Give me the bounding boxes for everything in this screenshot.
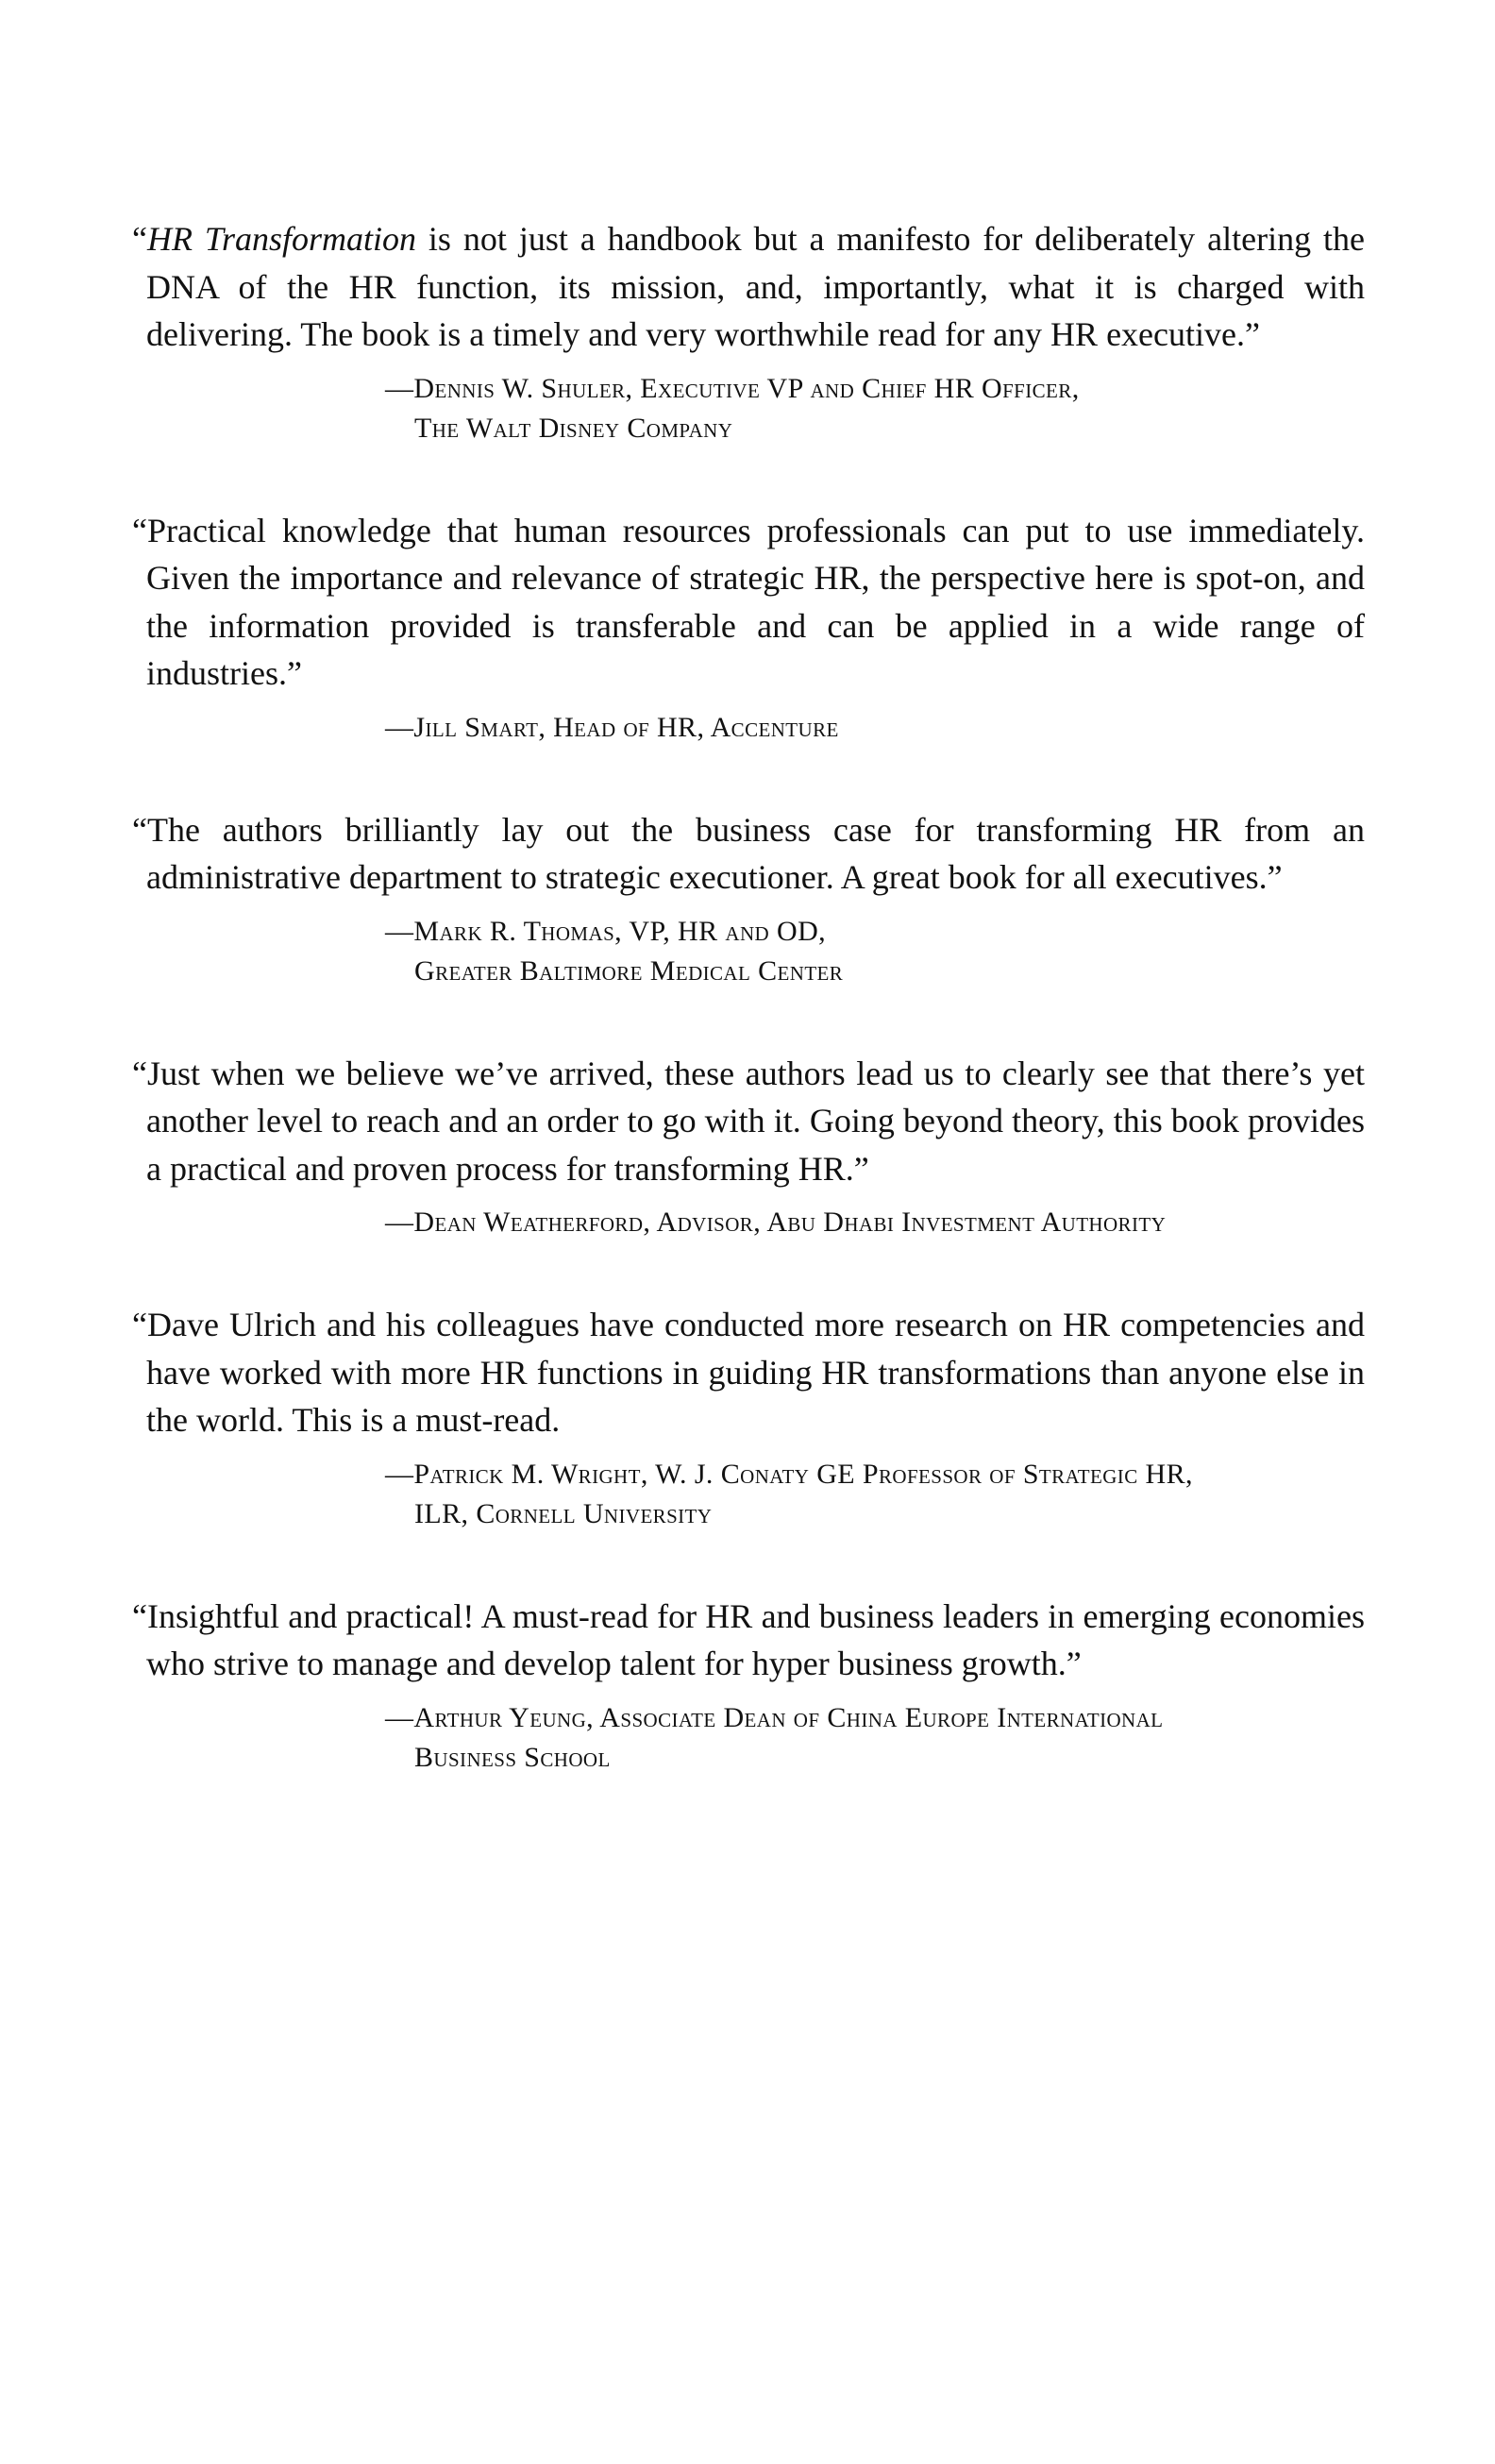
testimonial-attribution bbox=[132, 1698, 1365, 1778]
testimonial-1 bbox=[132, 215, 1365, 448]
attribution-line: ILR, Cornell University bbox=[414, 1497, 713, 1529]
testimonial-quote: “Practical knowledge that human resources professionals can put to use immediately. Given the importance and relevance of strategic HR, the perspective here is spot-on, and the information provided is transferable and can be applied in a wide range of industries.” bbox=[132, 511, 1365, 692]
attribution-line: —Dean Weatherford, Advisor, Abu Dhabi Investment Authority bbox=[385, 1207, 1167, 1238]
attribution-line: Business School bbox=[414, 1741, 611, 1773]
testimonial-6 bbox=[132, 1593, 1365, 1778]
testimonial-attribution bbox=[132, 1203, 1365, 1242]
testimonial-quote bbox=[132, 215, 1365, 359]
attribution-line: Greater Baltimore Medical Center bbox=[414, 954, 844, 987]
attribution-line: —Mark R. Thomas, VP, HR and OD, bbox=[385, 915, 827, 947]
testimonial-attribution bbox=[132, 1455, 1365, 1534]
testimonial-attribution bbox=[132, 912, 1365, 991]
quote-body: is not just a handbook but a manifesto for deliberately altering the DNA of the HR function, its mission, and, importantly, what it is charged with delivering. The book is a timely and very worthwhile read for any HR executive.” bbox=[146, 220, 1365, 353]
attribution-line: —Dennis W. Shuler, Executive VP and Chief HR Officer, bbox=[385, 372, 1080, 404]
testimonial-2 bbox=[132, 507, 1365, 748]
book-title: HR Transformation bbox=[146, 220, 416, 258]
testimonial-quote: “Dave Ulrich and his colleagues have conducted more research on HR competencies and have worked with more HR functions in guiding HR transformations than anyone else in the world. This is a must-read. bbox=[132, 1306, 1365, 1439]
testimonial-5 bbox=[132, 1301, 1365, 1534]
attribution-line: —Arthur Yeung, Associate Dean of China Europe International bbox=[385, 1701, 1164, 1733]
testimonial-quote: “The authors brilliantly lay out the business case for transforming HR from an administrative department to strategic executioner. A great book for all executives.” bbox=[132, 810, 1365, 896]
attribution-line: —Patrick M. Wright, W. J. Conaty GE Professor of Strategic HR, bbox=[385, 1458, 1193, 1490]
testimonial-attribution bbox=[132, 369, 1365, 448]
testimonial-3 bbox=[132, 806, 1365, 991]
testimonial-4 bbox=[132, 1050, 1365, 1243]
attribution-line: —Jill Smart, Head of HR, Accenture bbox=[385, 711, 839, 743]
attribution-line: The Walt Disney Company bbox=[414, 412, 733, 444]
open-quote-mark: “ bbox=[132, 220, 147, 258]
testimonial-quote: “Just when we believe we’ve arrived, these authors lead us to clearly see that there’s yet another level to reach and an order to go with it. Going beyond theory, this book provides a practical and proven process for transforming HR.” bbox=[132, 1054, 1365, 1188]
testimonial-attribution bbox=[132, 708, 1365, 748]
testimonial-quote: “Insightful and practical! A must-read for HR and business leaders in emerging economies who strive to manage and develop talent for hyper business growth.” bbox=[132, 1596, 1365, 1682]
testimonials-column bbox=[132, 215, 1365, 1836]
